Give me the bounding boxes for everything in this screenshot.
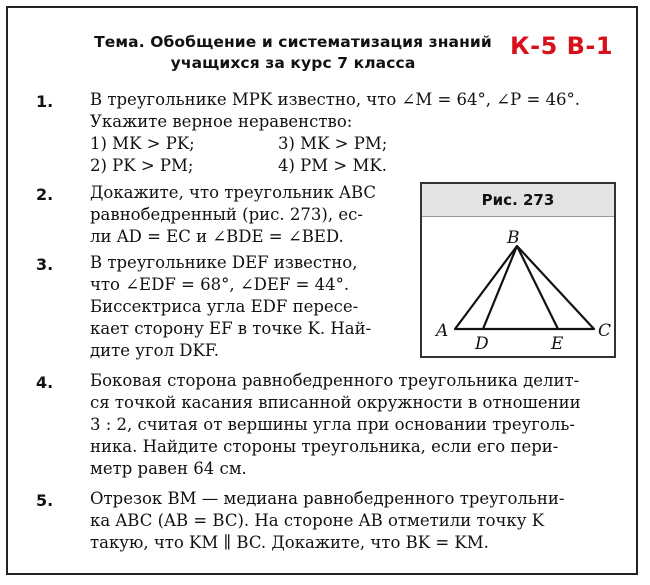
label-point-c: C: [598, 321, 612, 341]
task-2-line-3: ли AD = EC и ∠BDE = ∠BED.: [90, 227, 344, 246]
variant-badge: К-5 В-1: [510, 32, 614, 60]
label-point-a: A: [436, 321, 449, 341]
label-point-d: D: [475, 334, 489, 354]
task-4-line-3: 3 : 2, считая от вершины угла при основании треуголь-: [90, 415, 575, 434]
task-5-number: 5.: [36, 491, 54, 510]
segment-be: [517, 246, 558, 329]
task-3-line-4: кает сторону EF в точке K. Най-: [90, 319, 372, 338]
task-3-number: 3.: [36, 255, 54, 274]
task-4-line-4: ника. Найдите стороны треугольника, если его пери-: [90, 437, 559, 456]
task-4-line-2: ся точкой касания вписанной окружности в отношении: [90, 393, 581, 412]
triangle-diagram: [422, 184, 614, 356]
segment-bd: [483, 246, 517, 329]
task-4-line-1: Боковая сторона равнобедренного треугольника делит-: [90, 371, 580, 390]
task-2-line-1: Докажите, что треугольник ABC: [90, 183, 377, 202]
task-3-line-1: В треугольнике DEF известно,: [90, 253, 358, 272]
worksheet-title: [78, 32, 508, 74]
title-line-2: учащихся за курс 7 класса: [170, 54, 416, 72]
task-1-option-1: 1) MK > PK;: [90, 134, 195, 153]
task-3-line-5: дите угол DKF.: [90, 341, 219, 360]
task-1-line-1: В треугольнике MPK известно, что ∠M = 64°, ∠P = 46°.: [90, 90, 581, 109]
task-1-option-2: 2) PK > PM;: [90, 156, 194, 175]
task-4-line-5: метр равен 64 см.: [90, 459, 247, 478]
figure-caption: Рис. 273: [422, 184, 614, 217]
task-4-number: 4.: [36, 373, 54, 392]
task-5-line-1: Отрезок BM — медиана равнобедренного треугольни-: [90, 489, 565, 508]
task-1-option-4: 4) PM > MK.: [278, 156, 387, 175]
task-5-line-2: ка ABC (AB = BC). На стороне AB отметили точку K: [90, 511, 545, 530]
task-1-option-3: 3) MK > PM;: [278, 134, 388, 153]
task-3-line-2: что ∠EDF = 68°, ∠DEF = 44°.: [90, 275, 350, 294]
task-1-number: 1.: [36, 92, 54, 111]
task-2-line-2: равнобедренный (рис. 273), ес-: [90, 205, 363, 224]
task-2-number: 2.: [36, 185, 54, 204]
label-point-b: B: [507, 228, 520, 248]
triangle-abc: [455, 246, 594, 329]
title-line-1: Тема. Обобщение и систематизация знаний: [94, 33, 492, 51]
task-5-line-3: такую, что KM ∥ BC. Докажите, что BK = KM.: [90, 533, 489, 552]
task-1-line-2: Укажите верное неравенство:: [90, 112, 353, 131]
label-point-e: E: [551, 334, 564, 354]
task-3-line-3: Биссектриса угла EDF пересе-: [90, 297, 359, 316]
figure-273: [420, 182, 616, 358]
